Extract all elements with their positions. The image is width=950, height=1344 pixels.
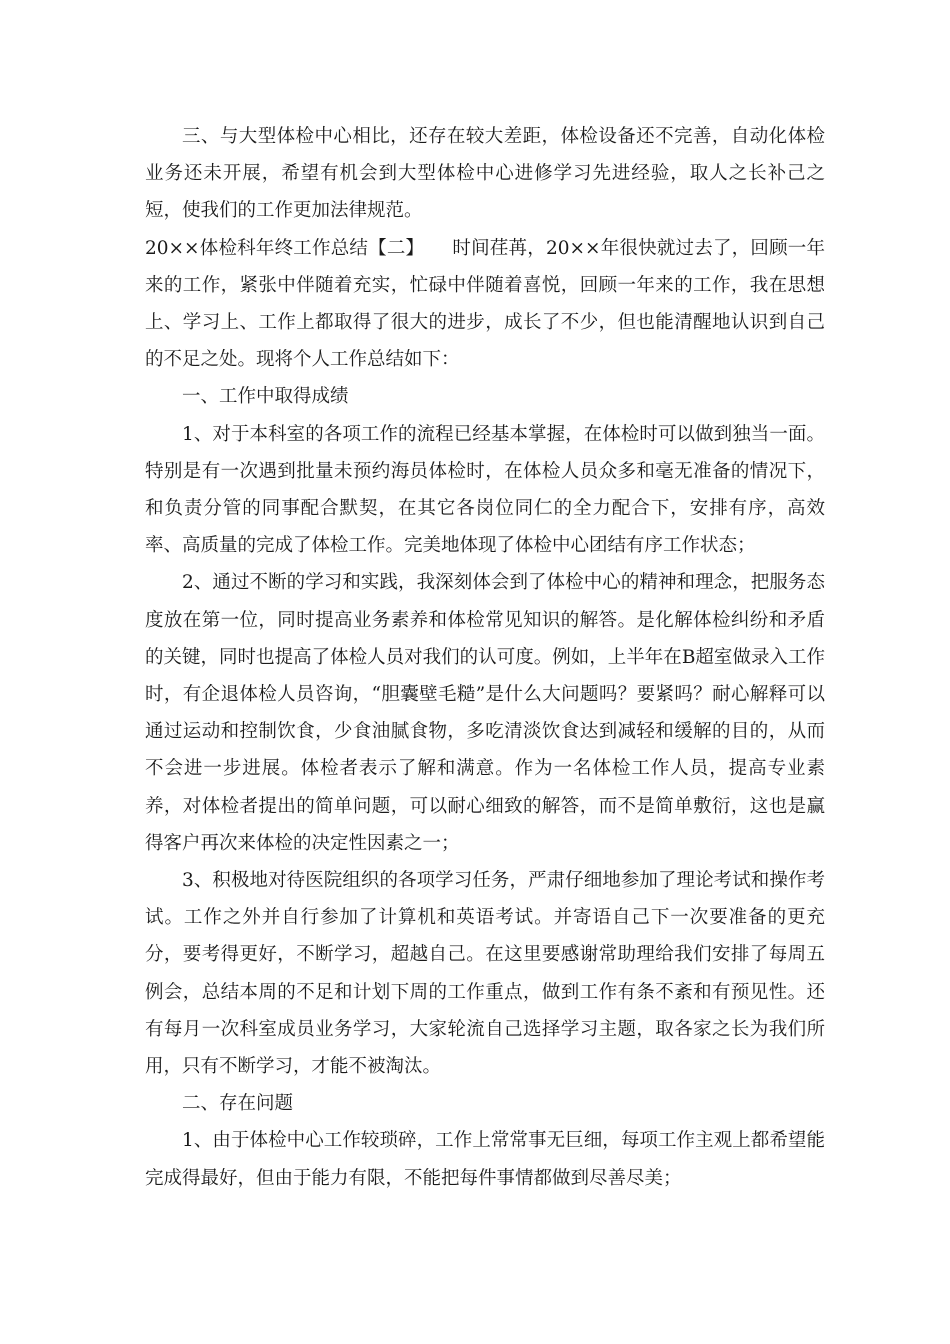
paragraph-achievement-1: 1、对于本科室的各项工作的流程已经基本掌握，在体检时可以做到独当一面。特别是有一次遇到批量未预约海员体检时，在体检人员众多和毫无准备的情况下，和负责分管的同事配合默契，在其它各岗位同仁的全力配合下，安排有序，高效率、高质量的完成了体检工作。完美地体现了体检中心团结有序工作状态； [145,423,825,557]
paragraph-achievement-2: 2、通过不断的学习和实践，我深刻体会到了体检中心的精神和理念，把服务态度放在第一位，同时提高业务素养和体检常见知识的解答。是化解体检纠纷和矛盾的关键，同时也提高了体检人员对我们的认可度。例如，上半年在B超室做录入工作时，有企退体检人员咨询，“胆囊壁毛糙”是什么大问题吗？要紧吗？耐心解释可以通过运动和控制饮食，少食油腻食物，多吃清淡饮食达到减轻和缓解的目的，从而不会进一步进展。体检者表示了解和满意。作为一名体检工作人员，提高专业素养，对体检者提出的简单问题，可以耐心细致的解答，而不是简单敷衍，这也是赢得客户再次来体检的决定性因素之一； [145,572,825,854]
paragraph-problem-1: 1、由于体检中心工作较琐碎，工作上常常事无巨细，每项工作主观上都希望能完成得最好，但由于能力有限，不能把每件事情都做到尽善尽美； [145,1130,825,1189]
document-body [145,118,825,1197]
paragraph-title-opening [145,230,825,379]
opening-text: 时间荏苒，20××年很快就过去了，回顾一年来的工作，紧张中伴随着充实，忙碌中伴随着喜悦，回顾一年来的工作，我在思想上、学习上、工作上都取得了很大的进步，成长了不少，但也能清醒地认识到自己的不足之处。现将个人工作总结如下： [145,237,825,371]
title-gap [415,238,452,259]
heading-problems: 二、存在问题 [182,1093,294,1115]
section-title: 20××体检科年终工作总结【二】 [145,237,415,259]
heading-achievements: 一、工作中取得成绩 [182,386,349,408]
paragraph-intro-3: 三、与大型体检中心相比，还存在较大差距，体检设备还不完善，自动化体检业务还未开展，希望有机会到大型体检中心进修学习先进经验，取人之长补己之短，使我们的工作更加法律规范。 [145,126,825,222]
paragraph-achievement-3: 3、积极地对待医院组织的各项学习任务，严肃仔细地参加了理论考试和操作考试。工作之外并自行参加了计算机和英语考试。并寄语自己下一次要准备的更充分，要考得更好，不断学习，超越自己。在这里要感谢常助理给我们安排了每周五例会，总结本周的不足和计划下周的工作重点，做到工作有条不紊和有预见性。还有每月一次科室成员业务学习，大家轮流自己选择学习主题，取各家之长为我们所用，只有不断学习，才能不被淘汰。 [145,870,825,1078]
